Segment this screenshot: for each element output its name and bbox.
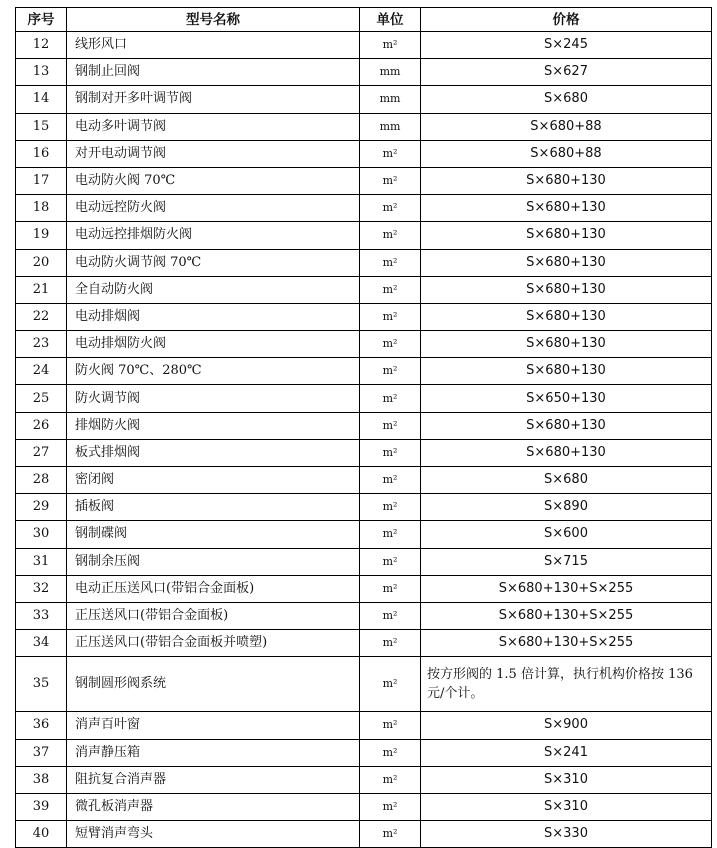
table-row [16, 766, 712, 793]
row-unit: m² [360, 32, 421, 59]
row-unit: m² [360, 303, 421, 330]
price-table-container [15, 7, 712, 848]
row-unit: m² [360, 657, 421, 712]
row-price: S×600 [421, 521, 712, 548]
header-price: 价格 [421, 8, 712, 32]
row-model-name: 排烟防火阀 [67, 412, 360, 439]
row-serial-no: 29 [16, 494, 67, 521]
row-model-name: 电动远控排烟防火阀 [67, 222, 360, 249]
row-serial-no: 38 [16, 766, 67, 793]
row-model-name: 电动防火阀 70℃ [67, 167, 360, 194]
row-price: S×680+88 [421, 113, 712, 140]
row-unit: m² [360, 439, 421, 466]
table-row [16, 358, 712, 385]
header-serial-no: 序号 [16, 8, 67, 32]
row-price: S×680+130 [421, 276, 712, 303]
table-row [16, 712, 712, 739]
row-price: S×680+130 [421, 358, 712, 385]
table-row [16, 657, 712, 712]
row-serial-no: 13 [16, 59, 67, 86]
row-price: S×680+130+S×255 [421, 602, 712, 629]
row-serial-no: 37 [16, 739, 67, 766]
table-row [16, 113, 712, 140]
table-row [16, 59, 712, 86]
row-model-name: 对开电动调节阀 [67, 140, 360, 167]
row-serial-no: 27 [16, 439, 67, 466]
row-price: S×680+130 [421, 412, 712, 439]
row-price: S×890 [421, 494, 712, 521]
row-price: S×680+88 [421, 140, 712, 167]
table-row [16, 195, 712, 222]
row-price: S×627 [421, 59, 712, 86]
table-row [16, 331, 712, 358]
row-price: S×900 [421, 712, 712, 739]
row-unit: m² [360, 821, 421, 848]
row-model-name: 钢制碟阀 [67, 521, 360, 548]
table-row [16, 385, 712, 412]
row-price: S×680+130+S×255 [421, 575, 712, 602]
row-unit: m² [360, 494, 421, 521]
row-model-name: 钢制对开多叶调节阀 [67, 86, 360, 113]
row-unit: m² [360, 575, 421, 602]
row-price: 按方形阀的 1.5 倍计算，执行机构价格按 136 元/个计。 [421, 657, 712, 712]
row-model-name: 密闭阀 [67, 467, 360, 494]
row-model-name: 阻抗复合消声器 [67, 766, 360, 793]
row-model-name: 消声百叶窗 [67, 712, 360, 739]
row-unit: m² [360, 195, 421, 222]
table-header-row [16, 8, 712, 32]
row-serial-no: 19 [16, 222, 67, 249]
row-serial-no: 26 [16, 412, 67, 439]
table-row [16, 303, 712, 330]
row-model-name: 正压送风口(带铝合金面板并喷塑) [67, 630, 360, 657]
row-unit: m² [360, 140, 421, 167]
table-body [16, 32, 712, 848]
row-serial-no: 39 [16, 793, 67, 820]
row-price: S×680+130 [421, 222, 712, 249]
row-unit: m² [360, 793, 421, 820]
row-price: S×241 [421, 739, 712, 766]
row-model-name: 微孔板消声器 [67, 793, 360, 820]
row-unit: mm [360, 59, 421, 86]
row-unit: mm [360, 86, 421, 113]
row-serial-no: 15 [16, 113, 67, 140]
table-row [16, 167, 712, 194]
table-row [16, 140, 712, 167]
row-model-name: 电动防火调节阀 70℃ [67, 249, 360, 276]
row-serial-no: 32 [16, 575, 67, 602]
row-unit: m² [360, 602, 421, 629]
row-serial-no: 28 [16, 467, 67, 494]
row-serial-no: 24 [16, 358, 67, 385]
row-price: S×680 [421, 86, 712, 113]
row-unit: m² [360, 467, 421, 494]
row-serial-no: 18 [16, 195, 67, 222]
row-unit: m² [360, 521, 421, 548]
table-row [16, 439, 712, 466]
row-serial-no: 35 [16, 657, 67, 712]
row-price: S×680+130+S×255 [421, 630, 712, 657]
row-price: S×680+130 [421, 195, 712, 222]
row-model-name: 短臂消声弯头 [67, 821, 360, 848]
row-unit: m² [360, 331, 421, 358]
row-serial-no: 30 [16, 521, 67, 548]
row-model-name: 防火调节阀 [67, 385, 360, 412]
table-row [16, 32, 712, 59]
table-row [16, 412, 712, 439]
row-model-name: 电动排烟阀 [67, 303, 360, 330]
row-model-name: 电动排烟防火阀 [67, 331, 360, 358]
row-price: S×245 [421, 32, 712, 59]
row-unit: m² [360, 712, 421, 739]
row-model-name: 电动多叶调节阀 [67, 113, 360, 140]
row-serial-no: 17 [16, 167, 67, 194]
row-model-name: 线形风口 [67, 32, 360, 59]
row-serial-no: 25 [16, 385, 67, 412]
row-price: S×680+130 [421, 303, 712, 330]
table-row [16, 86, 712, 113]
row-price: S×680 [421, 467, 712, 494]
table-row [16, 249, 712, 276]
row-model-name: 板式排烟阀 [67, 439, 360, 466]
row-model-name: 正压送风口(带铝合金面板) [67, 602, 360, 629]
row-unit: mm [360, 113, 421, 140]
row-price: S×680+130 [421, 167, 712, 194]
row-price: S×680+130 [421, 439, 712, 466]
row-model-name: 钢制余压阀 [67, 548, 360, 575]
table-row [16, 821, 712, 848]
row-model-name: 电动正压送风口(带铝合金面板) [67, 575, 360, 602]
row-model-name: 全自动防火阀 [67, 276, 360, 303]
row-unit: m² [360, 358, 421, 385]
row-serial-no: 14 [16, 86, 67, 113]
table-row [16, 494, 712, 521]
row-serial-no: 36 [16, 712, 67, 739]
row-unit: m² [360, 385, 421, 412]
table-row [16, 467, 712, 494]
row-price: S×330 [421, 821, 712, 848]
table-row [16, 276, 712, 303]
table-row [16, 575, 712, 602]
row-unit: m² [360, 548, 421, 575]
row-model-name: 插板阀 [67, 494, 360, 521]
row-unit: m² [360, 222, 421, 249]
row-unit: m² [360, 412, 421, 439]
table-row [16, 548, 712, 575]
header-unit: 单位 [360, 8, 421, 32]
row-price: S×310 [421, 793, 712, 820]
row-serial-no: 21 [16, 276, 67, 303]
row-serial-no: 12 [16, 32, 67, 59]
row-serial-no: 33 [16, 602, 67, 629]
row-serial-no: 22 [16, 303, 67, 330]
table-row [16, 739, 712, 766]
row-serial-no: 16 [16, 140, 67, 167]
row-serial-no: 31 [16, 548, 67, 575]
row-serial-no: 40 [16, 821, 67, 848]
row-price: S×680+130 [421, 331, 712, 358]
row-model-name: 消声静压箱 [67, 739, 360, 766]
row-price: S×680+130 [421, 249, 712, 276]
row-unit: m² [360, 249, 421, 276]
row-unit: m² [360, 766, 421, 793]
row-unit: m² [360, 167, 421, 194]
row-model-name: 钢制止回阀 [67, 59, 360, 86]
table-row [16, 602, 712, 629]
row-serial-no: 23 [16, 331, 67, 358]
row-model-name: 钢制圆形阀系统 [67, 657, 360, 712]
row-serial-no: 34 [16, 630, 67, 657]
row-unit: m² [360, 630, 421, 657]
header-model-name: 型号名称 [67, 8, 360, 32]
row-serial-no: 20 [16, 249, 67, 276]
price-table [15, 7, 712, 848]
table-row [16, 630, 712, 657]
table-row [16, 521, 712, 548]
row-unit: m² [360, 739, 421, 766]
table-row [16, 222, 712, 249]
table-row [16, 793, 712, 820]
row-price: S×310 [421, 766, 712, 793]
row-price: S×715 [421, 548, 712, 575]
row-unit: m² [360, 276, 421, 303]
row-model-name: 电动远控防火阀 [67, 195, 360, 222]
row-price: S×650+130 [421, 385, 712, 412]
row-model-name: 防火阀 70℃、280℃ [67, 358, 360, 385]
